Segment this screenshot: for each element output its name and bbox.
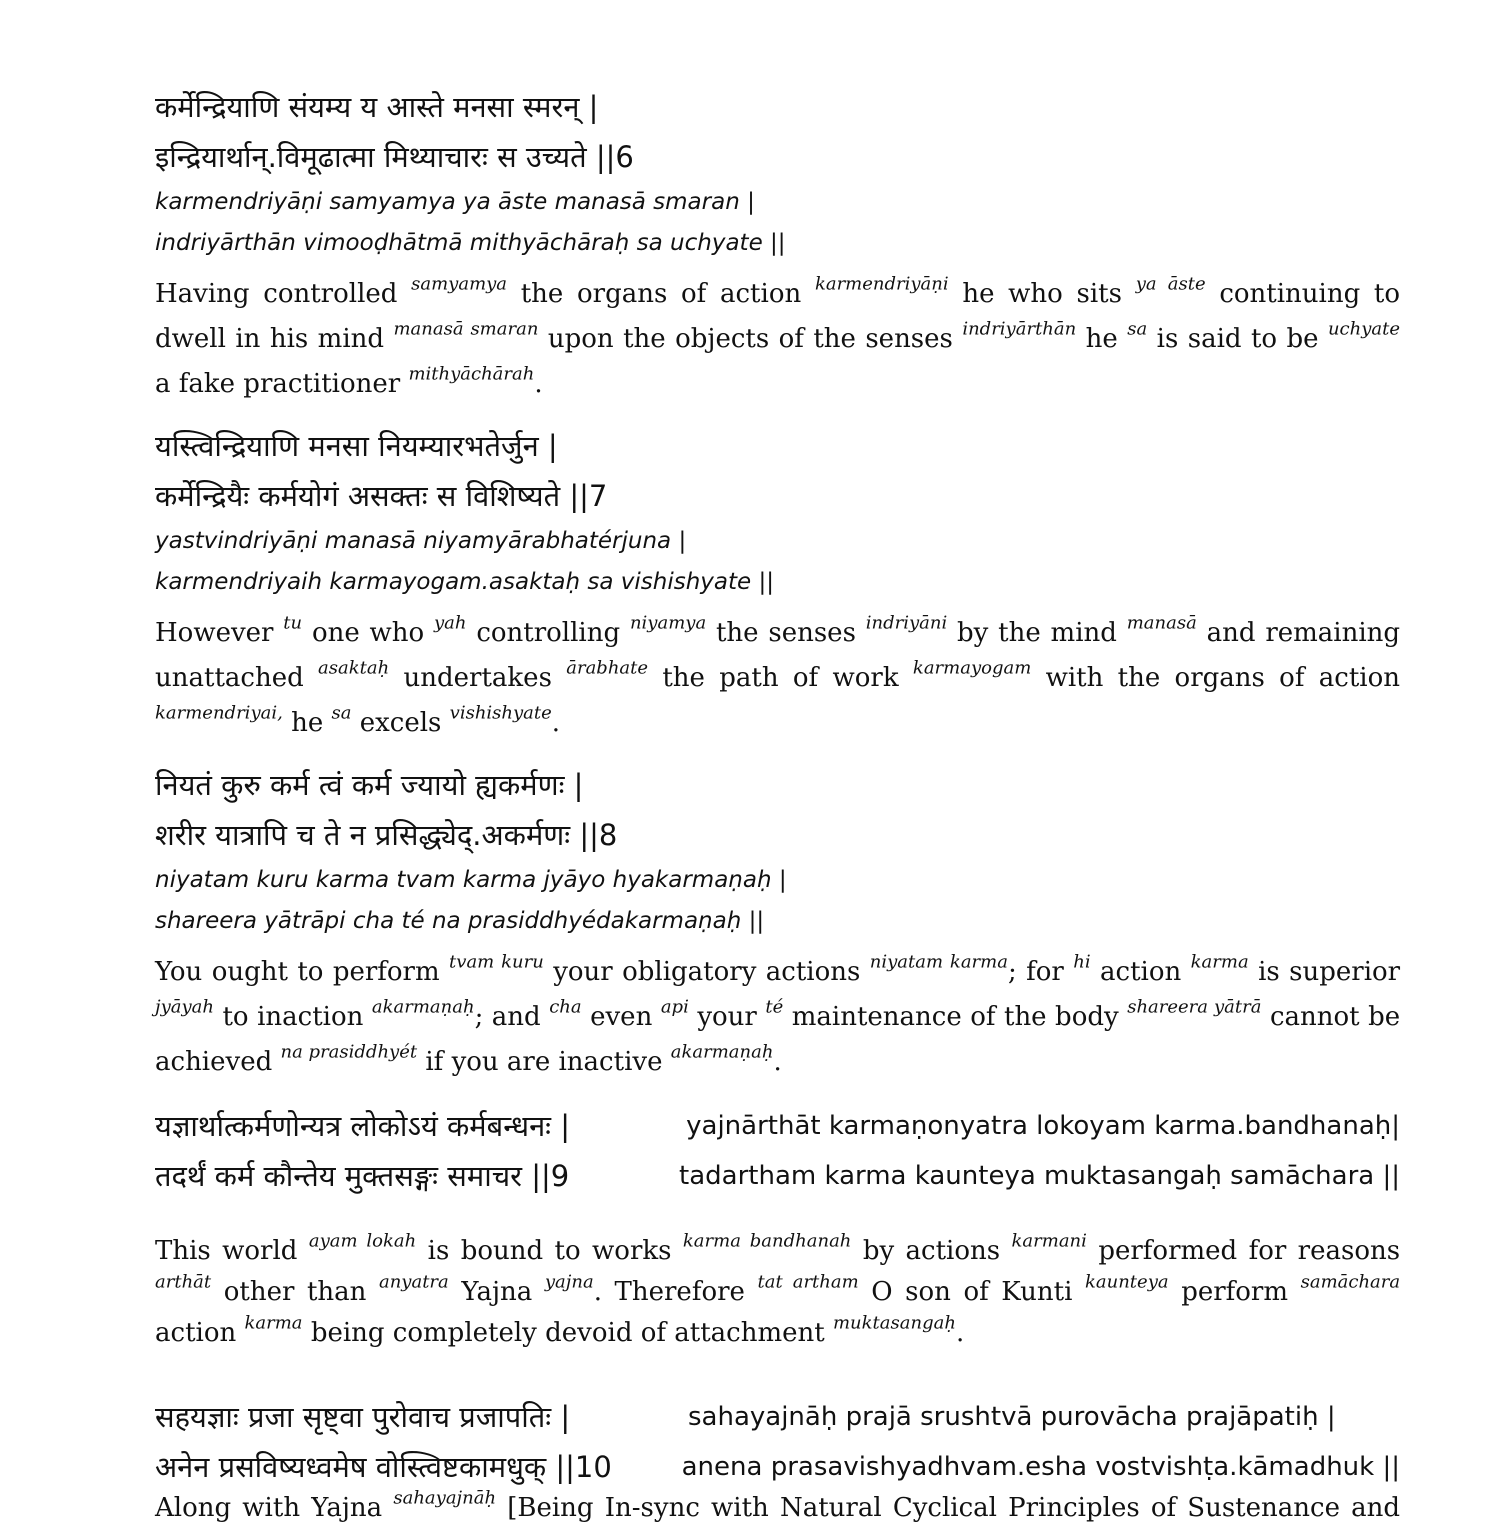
sanskrit-gloss: uchyate [1327,318,1401,340]
translation-text: maintenance of the body [791,1002,1119,1032]
translation-text: with the organs of action [1045,663,1400,693]
sanskrit-gloss: karma bandhanah [682,1230,852,1252]
transliteration-line: indriyārthān vimooḍhātmā mithyāchāraḥ sa uchyate || [155,230,786,256]
translation-text: being completely devoid of attachment [310,1318,825,1348]
sanskrit-gloss: jyāyah [155,996,214,1018]
translation-text: cannot be achieved [155,1002,1401,1077]
translation-text: if you are inactive [425,1047,663,1077]
sanskrit-gloss: hi [1073,951,1091,973]
translation-text: the organs of action [520,279,802,309]
translation-text: ; and [474,1002,541,1032]
transliteration-line: shareera yātrāpi cha té na prasiddhyédakarmaṇaḥ || [155,908,765,934]
translation-text: controlling [476,618,621,648]
translation-paragraph [155,611,1400,746]
translation-text: he who sits [962,279,1122,309]
sanskrit-gloss: vishishyate [449,702,552,724]
translation-text: your [697,1002,757,1032]
sanskrit-gloss: anyatra [378,1271,449,1293]
sanskrit-gloss: api [660,996,689,1018]
translation-text: by actions [862,1236,1001,1266]
translation-paragraph [155,950,1400,1085]
sanskrit-line: शरीर यात्रापि च ते न प्रसिद्ध्येद्.अकर्मणः ||8 [155,818,618,852]
sanskrit-line: इन्द्रियार्थान्.विमूढात्मा मिथ्याचारः स उच्यते ||6 [155,140,634,174]
sanskrit-gloss: karmendriyāṇi [814,273,949,295]
sanskrit-gloss: tat artham [757,1271,859,1293]
sanskrit-gloss: manasā smaran [393,318,539,340]
translation-text: the path of work [662,663,899,693]
translation-text: Along with Yajna [155,1493,383,1523]
sanskrit-line: कर्मेन्द्रियाणि संयम्य य आस्ते मनसा स्मरन् | [155,90,599,124]
translation-text: by the mind [957,618,1117,648]
translation-text: However [155,618,274,648]
translation-paragraph [155,272,1400,407]
sanskrit-gloss: arthāt [155,1271,212,1293]
sanskrit-gloss: manasā [1126,612,1197,634]
translation-text: ; for [1007,957,1064,987]
translation-text: he [291,708,324,738]
translation-text: . [955,1318,965,1348]
sanskrit-gloss: karma [244,1312,303,1334]
translation-text: a fake practitioner [155,369,401,399]
sanskrit-gloss: mithyāchārah [408,363,535,385]
translation-text: action [1100,957,1182,987]
translation-text: . [773,1047,782,1077]
sanskrit-gloss: té [765,996,784,1018]
sanskrit-gloss: cha [549,996,582,1018]
sanskrit-gloss: tvam kuru [449,951,544,973]
translation-text: . [551,708,561,738]
sanskrit-gloss: asaktaḥ [318,657,390,679]
translation-text: the senses [715,618,856,648]
sanskrit-gloss: akarmaṇaḥ [670,1041,774,1063]
translation-text: This world [155,1236,298,1266]
translation-text: he [1085,324,1118,354]
translation-text: even [590,1002,653,1032]
sanskrit-gloss: kaunteya [1084,1271,1169,1293]
translation-text: is said to be [1156,324,1319,354]
sanskrit-line: नियतं कुरु कर्म त्वं कर्म ज्यायो ह्यकर्मणः | [155,768,584,802]
sanskrit-gloss: tu [283,612,303,634]
translation-text: . [534,369,543,399]
translation-text: is bound to works [427,1236,672,1266]
sanskrit-gloss: karmani [1011,1230,1087,1252]
sanskrit-gloss: niyatam karma [869,951,1008,973]
transliteration-line: anena prasavishyadhvam.esha vostvishṭa.kāmadhuk || [681,1452,1400,1482]
transliteration-line: karmendriyāṇi samyamya ya āste manasā smaran | [155,189,755,215]
sanskrit-gloss: akarmaṇaḥ [371,996,475,1018]
sanskrit-gloss: muktasangaḥ [832,1312,956,1334]
sanskrit-line: अनेन प्रसविष्यध्वमेष वोस्त्विष्टकामधुक् ||10 [155,1450,612,1484]
sanskrit-line: यज्ञार्थात्कर्मणोन्यत्र लोकोऽयं कर्मबन्धनः | [155,1109,571,1143]
translation-text: excels [359,708,442,738]
translation-text: is superior [1258,957,1401,987]
sanskrit-gloss: indriyārthān [962,318,1077,340]
transliteration-line: tadartham karma kaunteya muktasangaḥ samāchara || [679,1161,1400,1191]
transliteration-line: niyatam kuru karma tvam karma jyāyo hyakarmaṇaḥ | [155,867,787,893]
cut-off-paragraph [155,1480,1401,1523]
translation-text: . Therefore [593,1277,745,1307]
translation-text: You ought to perform [155,957,440,987]
translation-text: to inaction [222,1002,364,1032]
sanskrit-gloss: ayam lokah [308,1230,417,1252]
sanskrit-line: कर्मेन्द्रियैः कर्मयोगं असक्तः स विशिष्यते ||7 [155,479,608,513]
sanskrit-gloss: sa [1127,318,1148,340]
sanskrit-gloss: sahayajnāḥ [393,1487,497,1509]
sanskrit-line: सहयज्ञाः प्रजा सृष्ट्वा पुरोवाच प्रजापतिः | [155,1400,571,1434]
translation-text: upon the objects of the senses [547,324,953,354]
verse-row [155,1151,1400,1201]
transliteration-line: sahayajnāḥ prajā srushtvā purovācha prajāpatiḥ | [688,1402,1336,1432]
sanskrit-gloss: na prasiddhyét [280,1041,418,1063]
sanskrit-gloss: ya āste [1135,273,1206,295]
sanskrit-gloss: sa [331,702,352,724]
translation-text: Having controlled [155,279,398,309]
sanskrit-gloss: karmendriyai, [155,702,283,724]
sanskrit-gloss: karmayogam [912,657,1032,679]
sanskrit-gloss: samāchara [1300,1271,1401,1293]
document-page [155,82,1400,1492]
sanskrit-gloss: karma [1190,951,1249,973]
sanskrit-line: तदर्थं कर्म कौन्तेय मुक्तसङ्गः समाचर ||9 [155,1159,570,1193]
translation-text: your obligatory actions [553,957,861,987]
transliteration-line: karmendriyaih karmayogam.asaktaḥ sa vishishyate || [155,569,774,595]
translation-text: undertakes [403,663,552,693]
translation-text: other than [223,1277,367,1307]
sanskrit-line: यस्त्विन्द्रियाणि मनसा नियम्यारभतेर्जुन | [155,429,558,463]
translation-text: action [155,1318,237,1348]
translation-text: continuing to dwell in his mind [155,279,1401,354]
verse-row [155,1101,1400,1151]
translation-text: [Being In-sync with Natural Cyclical Principles of Sustenance and [507,1493,1401,1523]
translation-text: one who [311,618,425,648]
translation-paragraph [155,1231,1400,1354]
translation-text: Yajna [461,1277,533,1307]
transliteration-line: yastvindriyāṇi manasā niyamyārabhatérjuna | [155,528,687,554]
sanskrit-gloss: yajna [544,1271,594,1293]
translation-text: perform [1181,1277,1289,1307]
translation-text: performed for reasons [1098,1236,1401,1266]
translation-text: O son of Kunti [871,1277,1073,1307]
sanskrit-gloss: yah [434,612,467,634]
sanskrit-gloss: ārabhate [566,657,649,679]
sanskrit-gloss: niyamya [629,612,707,634]
translation-text: and remaining unattached [155,618,1401,693]
transliteration-line: yajnārthāt karmaṇonyatra lokoyam karma.bandhanaḥ| [686,1111,1400,1141]
sanskrit-gloss: samyamya [411,273,508,295]
verse-row [155,1392,1400,1442]
sanskrit-gloss: shareera yātrā [1127,996,1262,1018]
sanskrit-gloss: indriyāni [865,612,948,634]
